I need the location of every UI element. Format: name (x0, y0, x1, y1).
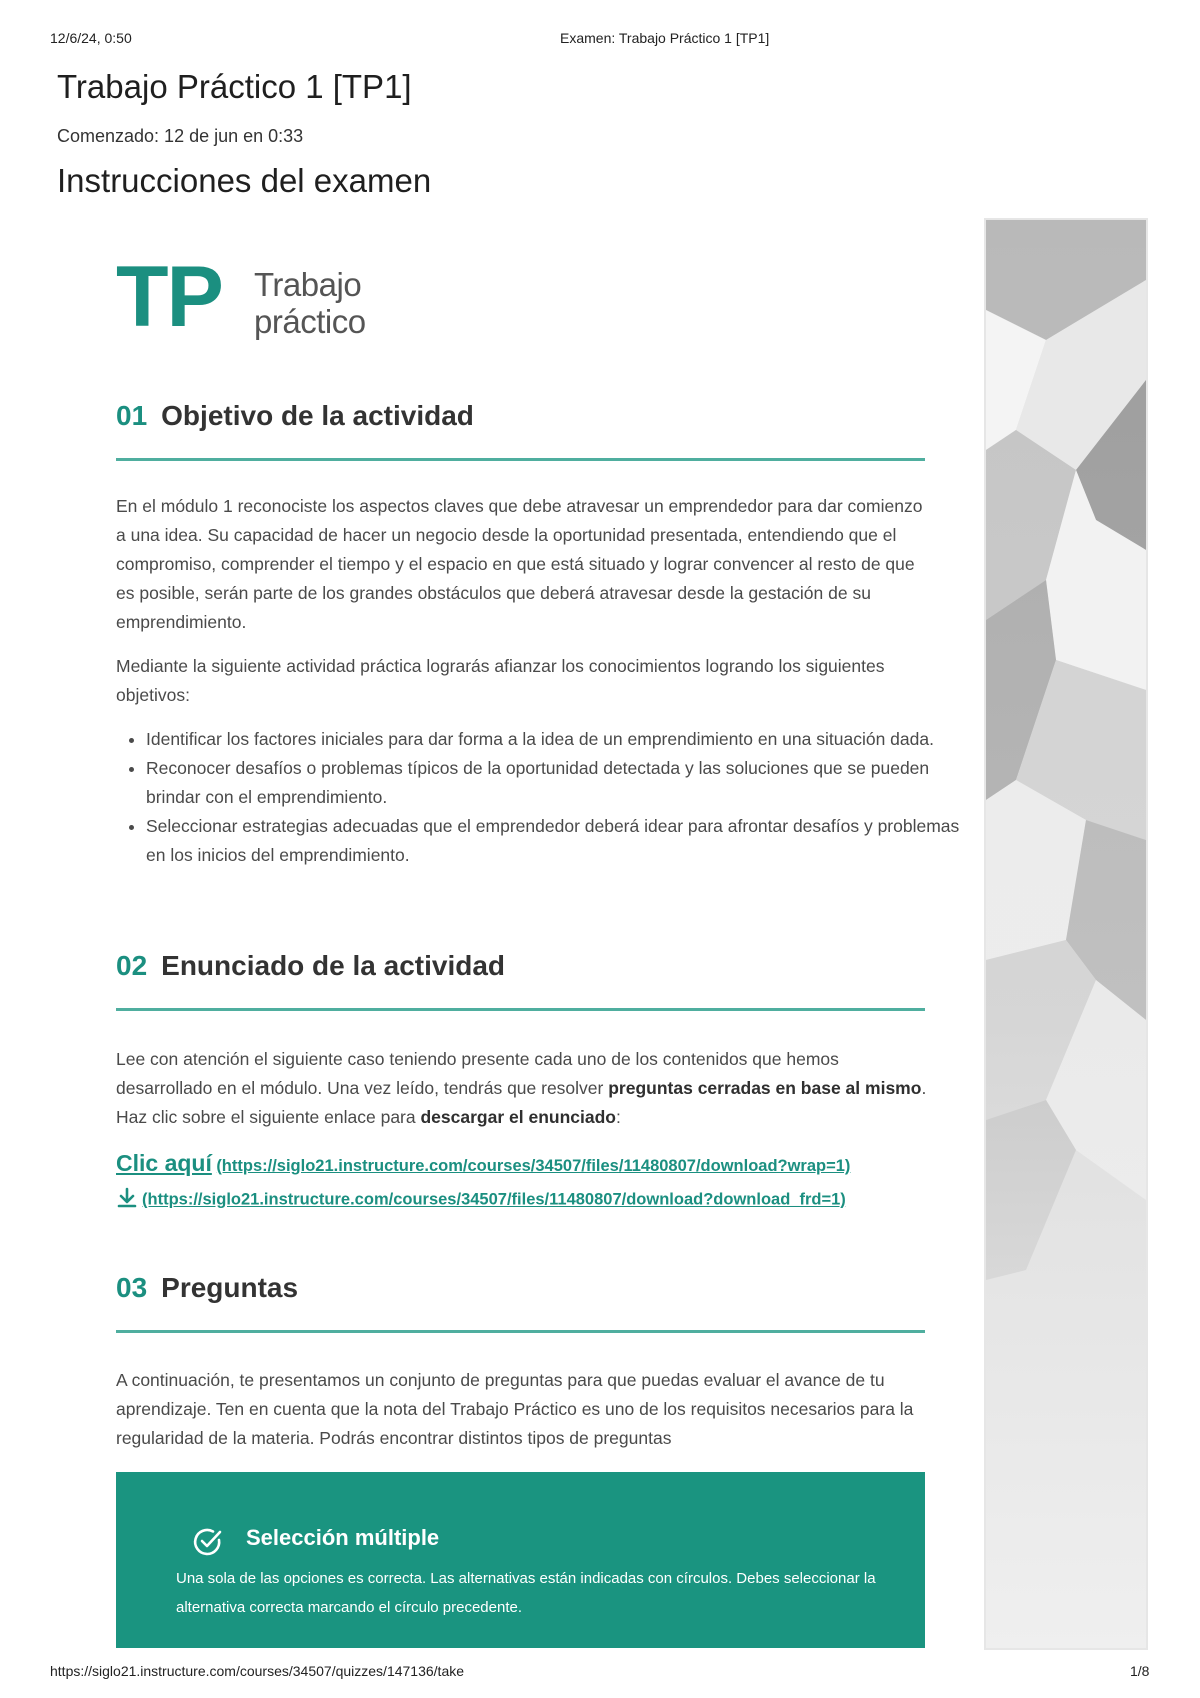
objective-paragraph: En el módulo 1 reconociste los aspectos claves que debe atravesar un emprendedor para dar comienzo a una idea. Su capacidad de hacer un negocio desde la oportunidad presentada, entendiendo que el compromiso, comprender el tiempo y el espacio en que está situado y lograr convencer al resto de que es posible, serán parte de los grandes obstáculos que deberá atravesar desde la gestación de su emprendimiento. (116, 496, 923, 632)
direct-download-row (116, 1187, 846, 1214)
multiple-choice-callout (116, 1472, 925, 1648)
logo-word-line2: práctico (254, 303, 366, 340)
statement-text-b: . Haz clic sobre el siguiente enlace para (116, 1078, 927, 1127)
statement-text-c: : (615, 1107, 621, 1127)
section-divider (116, 1008, 925, 1011)
list-item: • Identificar los factores iniciales para dar forma a la idea de un emprendimiento en una situación dada. (146, 725, 961, 754)
download-icon[interactable] (116, 1187, 138, 1214)
objectives-list (116, 725, 961, 870)
objectives-intro: Mediante la siguiente actividad práctica lograrás afianzar los conocimientos logrando los siguientes objetivos: (116, 656, 885, 705)
instructions-heading: Instrucciones del examen (57, 162, 432, 199)
section-divider (116, 1330, 925, 1333)
check-circle-icon (192, 1526, 224, 1563)
started-timestamp: Comenzado: 12 de jun en 0:33 (57, 126, 304, 146)
statement-text-a: Lee con atención el siguiente caso teniendo presente cada uno de los contenidos que hemos desarrollado en el módulo. Una vez leído, tendrás que resolver (116, 1049, 839, 1098)
callout-text: Una sola de las opciones es correcta. Las alternativas están indicadas con círculos. Debes seleccionar la alternativa correcta marcando el círculo precedente. (176, 1570, 876, 1616)
section-02-heading (116, 950, 925, 982)
list-item: • Reconocer desafíos o problemas típicos de la oportunidad detectada y las soluciones que se pueden brindar con el emprendimiento. (146, 754, 961, 812)
statement-paragraph (116, 1045, 931, 1132)
section-01-heading (116, 400, 925, 432)
page-title: Trabajo Práctico 1 [TP1] (57, 68, 412, 105)
section-number: 01 (116, 400, 148, 431)
print-datetime: 12/6/24, 0:50 (50, 30, 132, 46)
section-03-heading (116, 1272, 925, 1304)
callout-title: Selección múltiple (246, 1525, 440, 1550)
questions-paragraph: A continuación, te presentamos un conjunto de preguntas para que puedas evaluar el avance de tu aprendizaje. Ten en cuenta que la nota del Trabajo Práctico es uno de los requisitos necesarios para la regularidad de la materia. Podrás encontrar distintos tipos de preguntas (116, 1370, 914, 1448)
section-divider (116, 458, 925, 461)
section-number: 03 (116, 1272, 148, 1303)
download-link-row (116, 1150, 850, 1177)
decorative-side-image (984, 218, 1148, 1650)
statement-bold-b: descargar el enunciado (420, 1107, 616, 1127)
statement-bold-a: preguntas cerradas en base al mismo (608, 1078, 922, 1098)
logo-word-line1: Trabajo (254, 266, 362, 303)
clic-aqui-link[interactable]: Clic aquí (116, 1150, 212, 1176)
logo-word (254, 266, 366, 340)
tp-logo (116, 249, 406, 345)
section-title: Enunciado de la actividad (161, 950, 506, 981)
list-item: • Seleccionar estrategias adecuadas que el emprendedor deberá idear para afrontar desafíos y problemas en los inicios del emprendimiento. (146, 812, 961, 870)
direct-download-url[interactable]: (https://siglo21.instructure.com/courses/34507/files/11480807/download?download_frd=1) (142, 1190, 846, 1209)
print-doc-title: Examen: Trabajo Práctico 1 [TP1] (560, 30, 770, 46)
clic-aqui-url[interactable]: (https://siglo21.instructure.com/courses/34507/files/11480807/download?wrap=1) (216, 1157, 851, 1175)
section-number: 02 (116, 950, 148, 981)
page-number: 1/8 (1130, 1663, 1150, 1679)
logo-mark: TP (116, 249, 222, 345)
print-footer-url: https://siglo21.instructure.com/courses/34507/quizzes/147136/take (50, 1663, 465, 1679)
section-title: Preguntas (161, 1272, 299, 1303)
section-title: Objetivo de la actividad (161, 400, 474, 431)
